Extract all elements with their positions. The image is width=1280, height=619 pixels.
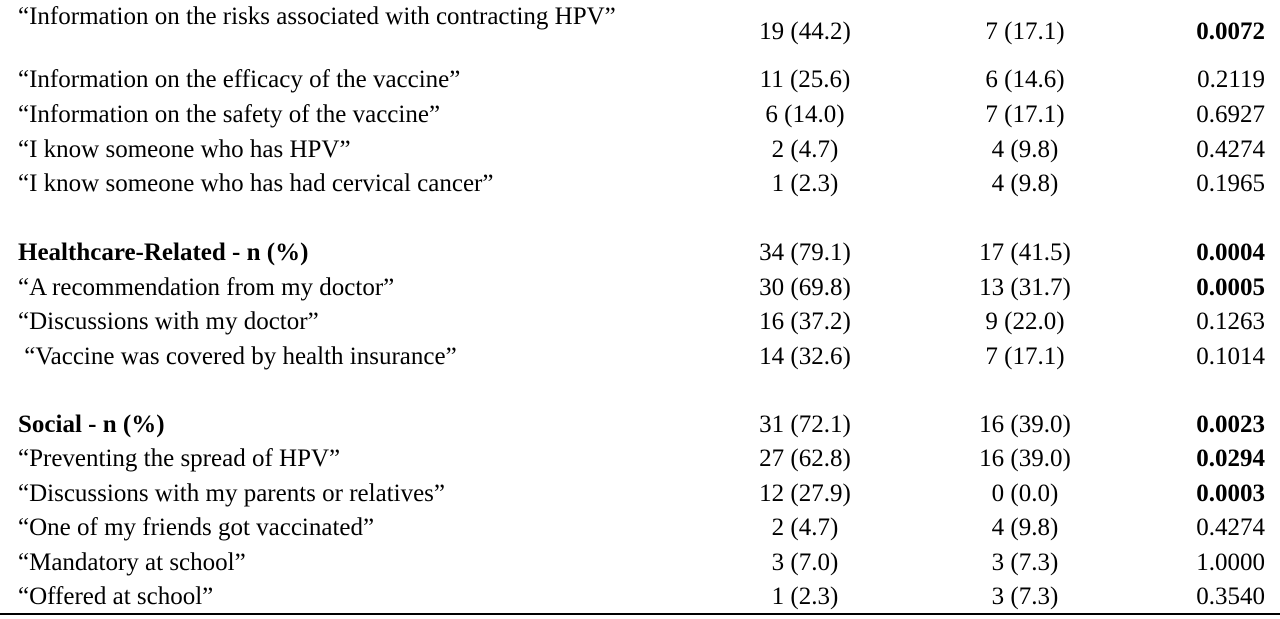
p-value: 0.1263 (1196, 308, 1265, 335)
group1-value: 1 (2.3) (771, 583, 839, 610)
group1-value: 12 (27.9) (759, 480, 851, 507)
row-label: “Discussions with my doctor” (18, 308, 319, 335)
row-label: “Preventing the spread of HPV” (18, 445, 341, 472)
p-value: 0.0294 (1196, 445, 1265, 472)
group2-value: 4 (9.8) (991, 136, 1059, 163)
group2-value: 3 (7.3) (991, 549, 1059, 576)
group2-value: 7 (17.1) (985, 101, 1065, 128)
row-label: “One of my friends got vaccinated” (18, 514, 375, 541)
group1-value: 30 (69.8) (759, 274, 851, 301)
group2-value: 9 (22.0) (985, 308, 1065, 335)
section-header: Healthcare-Related - n (%) (18, 239, 309, 266)
row-label: “Information on the efficacy of the vaccine” (18, 66, 461, 93)
p-value: 0.4274 (1196, 514, 1265, 541)
group2-value: 16 (39.0) (979, 445, 1071, 472)
p-value: 0.0003 (1196, 480, 1265, 507)
group2-value: 16 (39.0) (979, 411, 1071, 438)
p-value: 0.1014 (1196, 343, 1265, 370)
row-label: “I know someone who has had cervical cancer” (18, 170, 494, 197)
group1-value: 27 (62.8) (759, 445, 851, 472)
group2-value: 4 (9.8) (991, 170, 1059, 197)
group2-value: 7 (17.1) (985, 343, 1065, 370)
group1-value: 19 (44.2) (759, 18, 851, 45)
p-value: 0.3540 (1196, 583, 1265, 610)
row-label: “Discussions with my parents or relatives” (18, 480, 445, 507)
p-value: 0.6927 (1196, 101, 1265, 128)
group1-value: 6 (14.0) (765, 101, 845, 128)
row-label: “Information on the risks associated with contracting HPV” (18, 3, 616, 30)
row-label: “Information on the safety of the vaccine” (18, 101, 441, 128)
row-label: “A recommendation from my doctor” (18, 274, 395, 301)
group1-value: 3 (7.0) (771, 549, 839, 576)
row-label: “I know someone who has HPV” (18, 136, 351, 163)
group1-value: 1 (2.3) (771, 170, 839, 197)
group1-value: 31 (72.1) (759, 411, 851, 438)
group1-value: 34 (79.1) (759, 239, 851, 266)
group2-value: 6 (14.6) (985, 66, 1065, 93)
group2-value: 4 (9.8) (991, 514, 1059, 541)
group1-value: 11 (25.6) (759, 66, 851, 93)
table-bottom-rule (0, 613, 1280, 615)
p-value: 0.0023 (1196, 411, 1265, 438)
group2-value: 17 (41.5) (979, 239, 1071, 266)
group1-value: 2 (4.7) (771, 136, 839, 163)
group2-value: 3 (7.3) (991, 583, 1059, 610)
group2-value: 13 (31.7) (979, 274, 1071, 301)
row-label: “Mandatory at school” (18, 549, 246, 576)
p-value: 0.1965 (1196, 170, 1265, 197)
p-value: 0.2119 (1197, 66, 1265, 93)
group2-value: 7 (17.1) (985, 18, 1065, 45)
row-label: “Offered at school” (18, 583, 214, 610)
p-value: 0.0005 (1196, 274, 1265, 301)
group1-value: 16 (37.2) (759, 308, 851, 335)
group2-value: 0 (0.0) (991, 480, 1059, 507)
group1-value: 14 (32.6) (759, 343, 851, 370)
p-value: 0.0072 (1196, 18, 1265, 45)
row-label: “Vaccine was covered by health insurance” (18, 343, 457, 370)
group1-value: 2 (4.7) (771, 514, 839, 541)
p-value: 1.0000 (1196, 549, 1265, 576)
p-value: 0.4274 (1196, 136, 1265, 163)
p-value: 0.0004 (1196, 239, 1265, 266)
section-header: Social - n (%) (18, 411, 165, 438)
